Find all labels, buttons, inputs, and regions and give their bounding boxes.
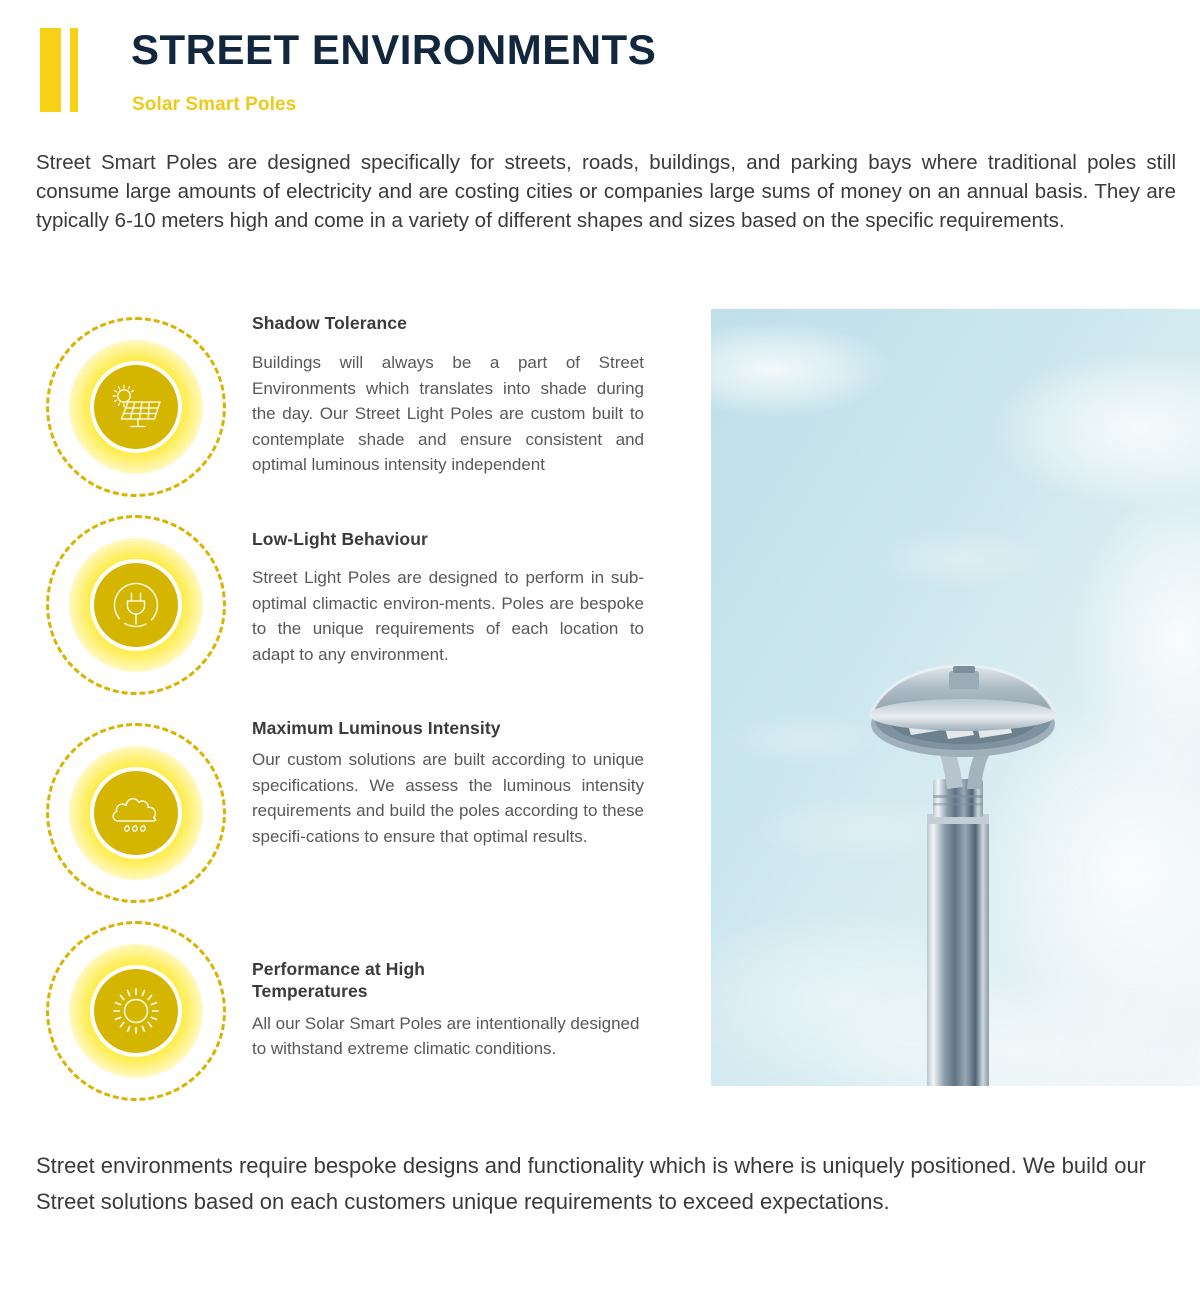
solar-smart-pole-photo	[711, 309, 1200, 1086]
feature-text: Our custom solutions are built according to unique specifications. We assess the luminous intensity requirements and build the poles according to these specifi-cations to ensure that optimal results.	[252, 750, 644, 846]
feature-title: Shadow Tolerance	[252, 313, 407, 333]
feature-body	[252, 958, 644, 1062]
accent-bar-gap	[61, 28, 70, 112]
feature-title: Low-Light Behaviour	[252, 529, 428, 549]
feature-badge	[46, 921, 226, 1101]
feature-title: Performance at High Temperatures	[252, 959, 426, 1002]
feature-body	[252, 528, 644, 667]
accent-bar-thin	[70, 28, 78, 112]
page-subtitle: Solar Smart Poles	[132, 94, 297, 115]
feature-badge	[46, 723, 226, 903]
feature-body	[252, 717, 644, 849]
sun-icon	[90, 965, 182, 1057]
feature-badge	[46, 317, 226, 497]
rain-cloud-icon	[90, 767, 182, 859]
feature-body	[252, 312, 644, 478]
feature-text: All our Solar Smart Poles are intentionally designed to withstand extreme climatic conditions.	[252, 1013, 640, 1059]
page-header	[0, 0, 1200, 140]
feature-text: Street Light Poles are designed to perform in sub-optimal climactic environ-ments. Poles are bespoke to the unique requirements of each location to adapt to any environment.	[252, 568, 644, 664]
solar-panel-sun-icon	[90, 361, 182, 453]
feature-badge	[46, 515, 226, 695]
accent-bar-wide	[40, 28, 61, 112]
outro-paragraph: Street environments require bespoke designs and functionality which is where is uniquely positioned. We build our Street solutions based on each customers unique requirements to exceed expectations.	[36, 1153, 1147, 1214]
power-plug-icon	[90, 559, 182, 651]
intro-paragraph: Street Smart Poles are designed specifically for streets, roads, buildings, and parking bays where traditional poles still consume large amounts of electricity and are costing cities or companies large sums of money on an annual basis. They are typically 6-10 meters high and come in a variety of different shapes and sizes based on the specific requirements.	[36, 151, 1176, 233]
feature-title: Maximum Luminous Intensity	[252, 718, 501, 738]
accent-bars	[40, 28, 78, 112]
feature-text: Buildings will always be a part of Street Environments which translates into shade during the day. Our Street Light Poles are custom built to contemplate shade and ensure consistent and optimal luminous intensity independent	[252, 353, 644, 475]
page-title: STREET ENVIRONMENTS	[131, 26, 657, 73]
